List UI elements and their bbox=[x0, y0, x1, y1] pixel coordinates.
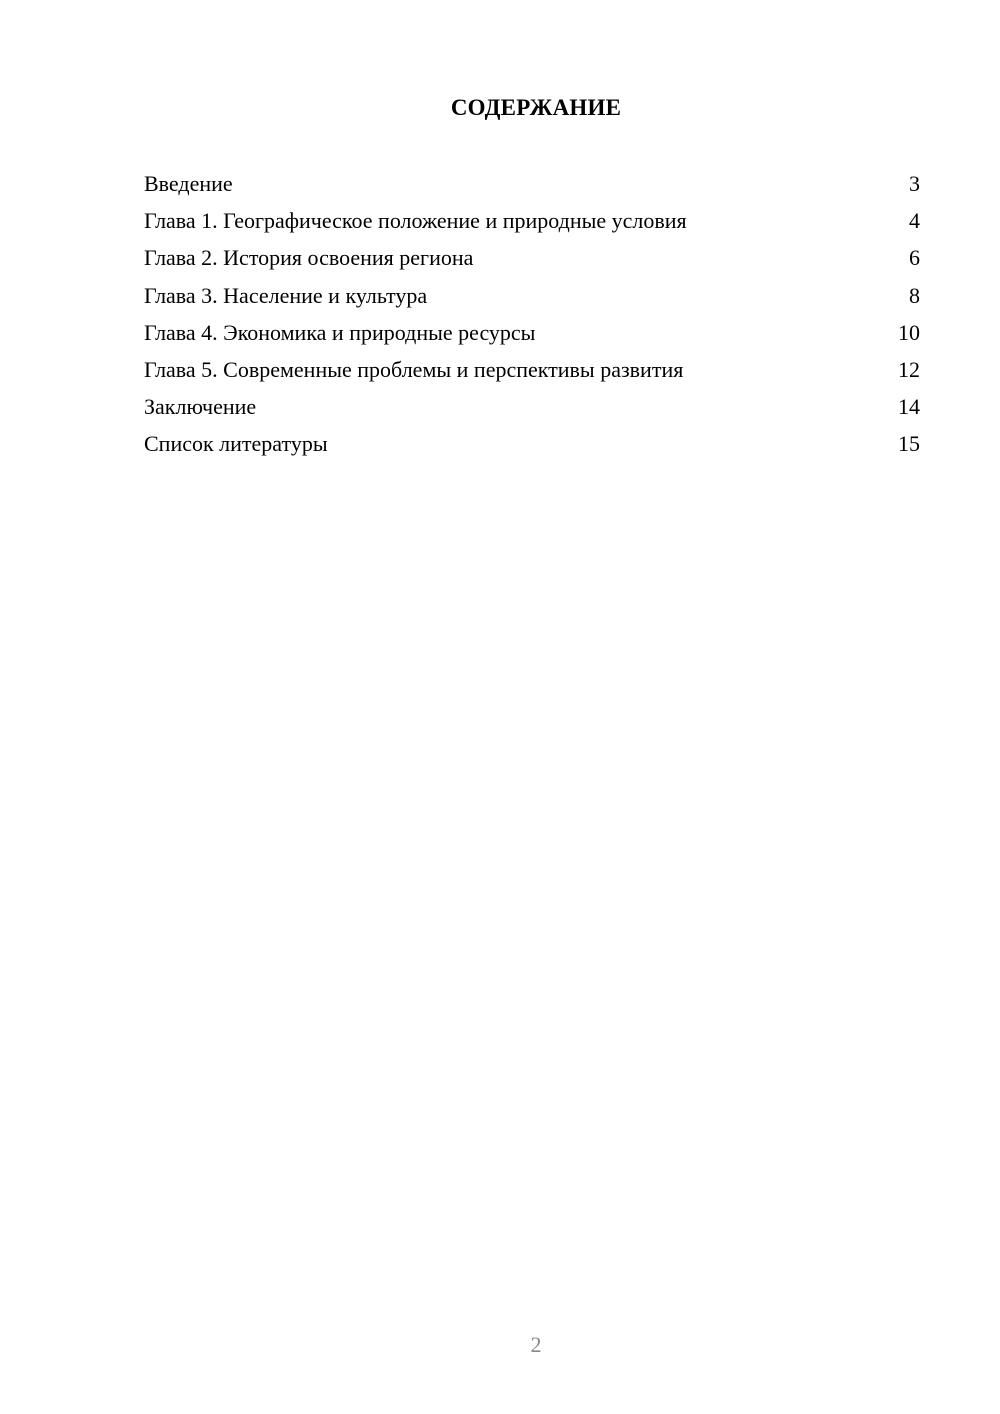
toc-item-label: Глава 4. Экономика и природные ресурсы bbox=[144, 319, 536, 345]
toc-item-label: Введение bbox=[144, 171, 233, 196]
toc-item-page: 3 bbox=[909, 171, 920, 196]
toc-item-page: 8 bbox=[909, 282, 920, 308]
toc-item-page: 4 bbox=[909, 208, 920, 234]
toc-item-page: 14 bbox=[898, 394, 920, 420]
toc-item-introduction bbox=[144, 169, 920, 206]
toc-item-label: Глава 1. Географическое положение и природные условия bbox=[144, 208, 687, 234]
toc-item-conclusion bbox=[144, 392, 920, 429]
toc-item-label: Глава 3. Население и культура bbox=[144, 282, 428, 308]
toc-item-chapter-5 bbox=[144, 355, 920, 392]
toc-item-references bbox=[144, 429, 920, 466]
toc-item-chapter-4 bbox=[144, 318, 920, 355]
toc-item-page: 12 bbox=[898, 356, 920, 382]
toc-item-chapter-1 bbox=[144, 206, 920, 243]
table-of-contents bbox=[144, 169, 920, 467]
toc-item-label: Глава 2. История освоения региона bbox=[144, 245, 474, 271]
page-number: 2 bbox=[530, 1332, 542, 1357]
toc-item-chapter-2 bbox=[144, 243, 920, 280]
toc-item-label: Заключение bbox=[144, 394, 257, 420]
toc-item-chapter-3 bbox=[144, 281, 920, 318]
toc-item-page: 10 bbox=[898, 319, 920, 345]
toc-item-label: Глава 5. Современные проблемы и перспективы развития bbox=[144, 356, 684, 382]
toc-item-page: 15 bbox=[898, 431, 920, 457]
toc-item-page: 6 bbox=[909, 245, 920, 271]
page-title: СОДЕРЖАНИЕ bbox=[450, 95, 622, 120]
toc-item-label: Список литературы bbox=[144, 431, 328, 457]
